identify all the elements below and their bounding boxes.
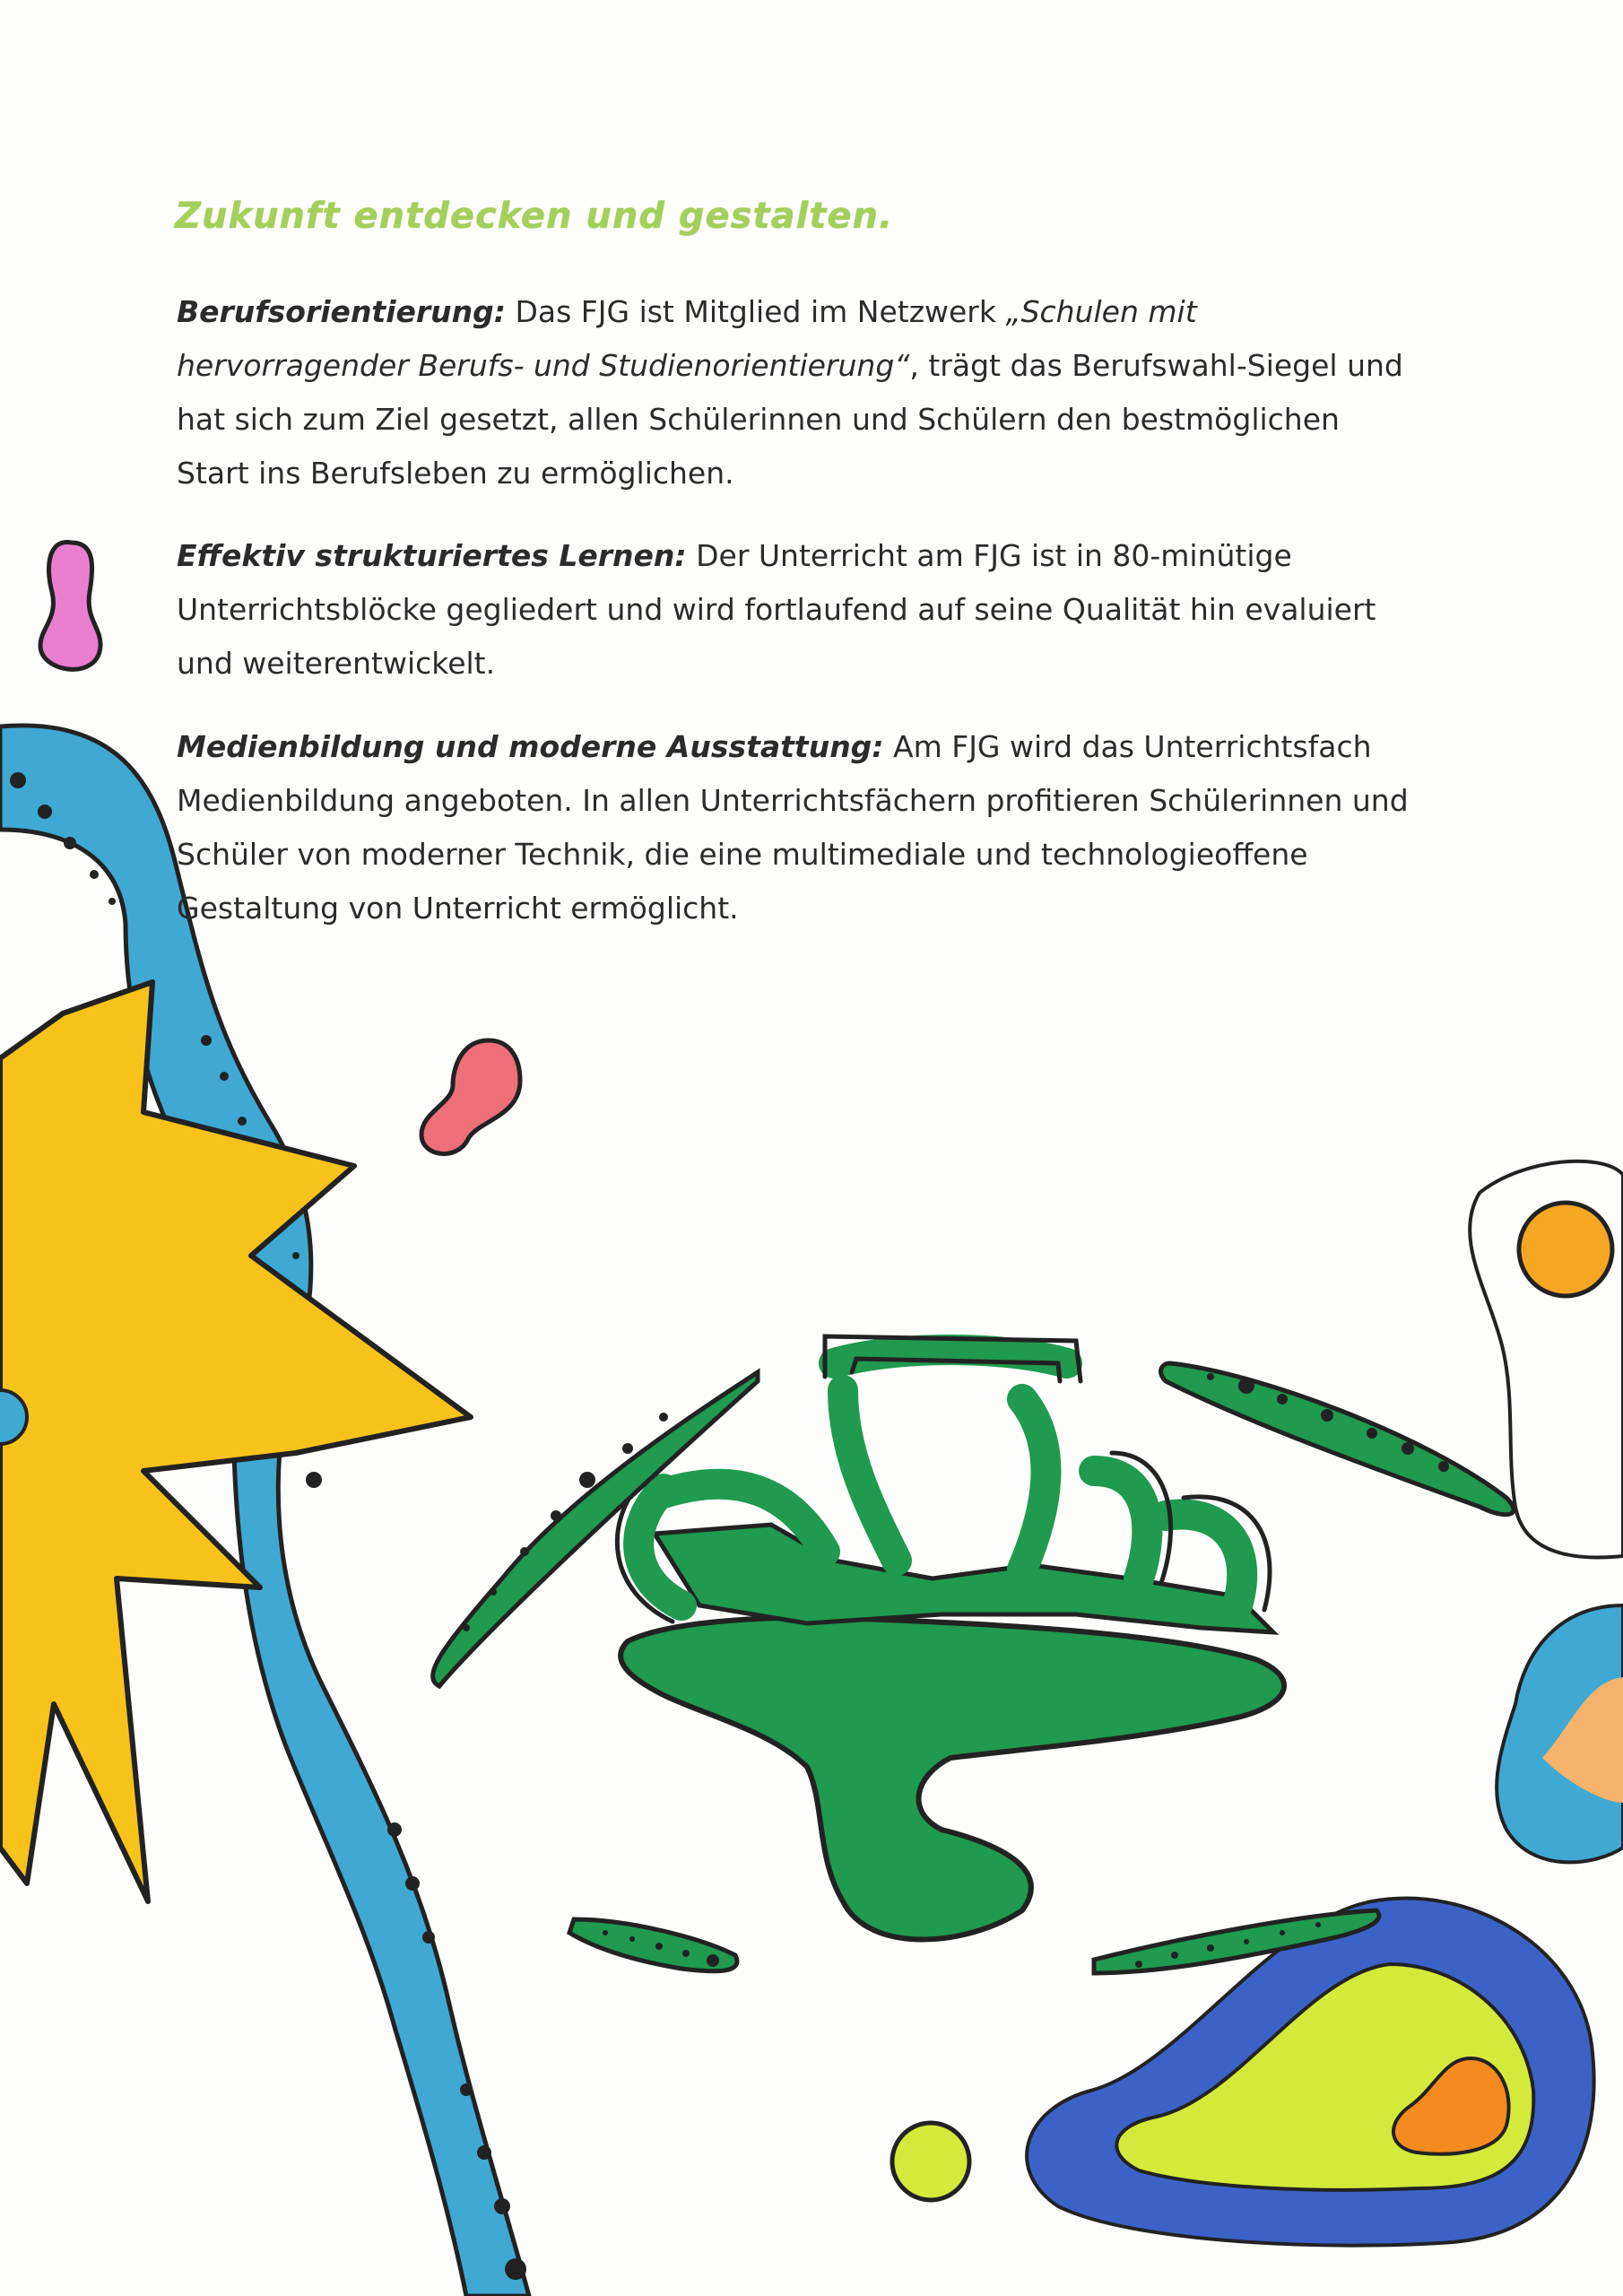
tree-canopy: [655, 1525, 1273, 1632]
tree-shape: [621, 1618, 1284, 1940]
section-text: , trägt das Berufswahl-Siegel und hat sich zum Ziel gesetzt, allen Schülerinnen und Schülern den bestmöglichen Start ins Berufsleben zu ermöglichen.: [177, 348, 1403, 491]
orange-circle: [1519, 1203, 1612, 1296]
section-text: Am FJG wird das Unterrichtsfach Medienbildung angeboten. In allen Unterrichtsfächern profitieren Schülerinnen und Schüler von moderner Technik, die eine multimediale und technologieoffene Gestaltung von Unterricht ermöglicht.: [177, 729, 1409, 926]
section-lead: Medienbildung und moderne Ausstattung:: [177, 729, 884, 764]
section-text: Der Unterricht am FJG ist in 80-minütige Unterrichtsblöcke gegliedert und wird fortlaufend auf seine Qualität hin evaluiert und weiterentwickelt.: [177, 538, 1376, 681]
page-heading: Zukunft entdecken und gestalten.: [175, 196, 894, 237]
section-lead: Effektiv strukturiertes Lernen:: [177, 538, 687, 573]
lime-circle: [892, 2123, 969, 2200]
coral-drop: [421, 1040, 520, 1153]
pink-drop: [40, 542, 100, 669]
section-quote: „Schulen mit hervorragender Berufs- und Studienorientierung“: [177, 294, 1197, 383]
section-text: Das FJG ist Mitglied im Netzwerk: [505, 294, 1006, 329]
section-berufsorientierung: [177, 285, 1414, 500]
section-lernen: [177, 529, 1414, 691]
section-medienbildung: [177, 720, 1414, 935]
section-lead: Berufsorientierung:: [177, 294, 506, 329]
